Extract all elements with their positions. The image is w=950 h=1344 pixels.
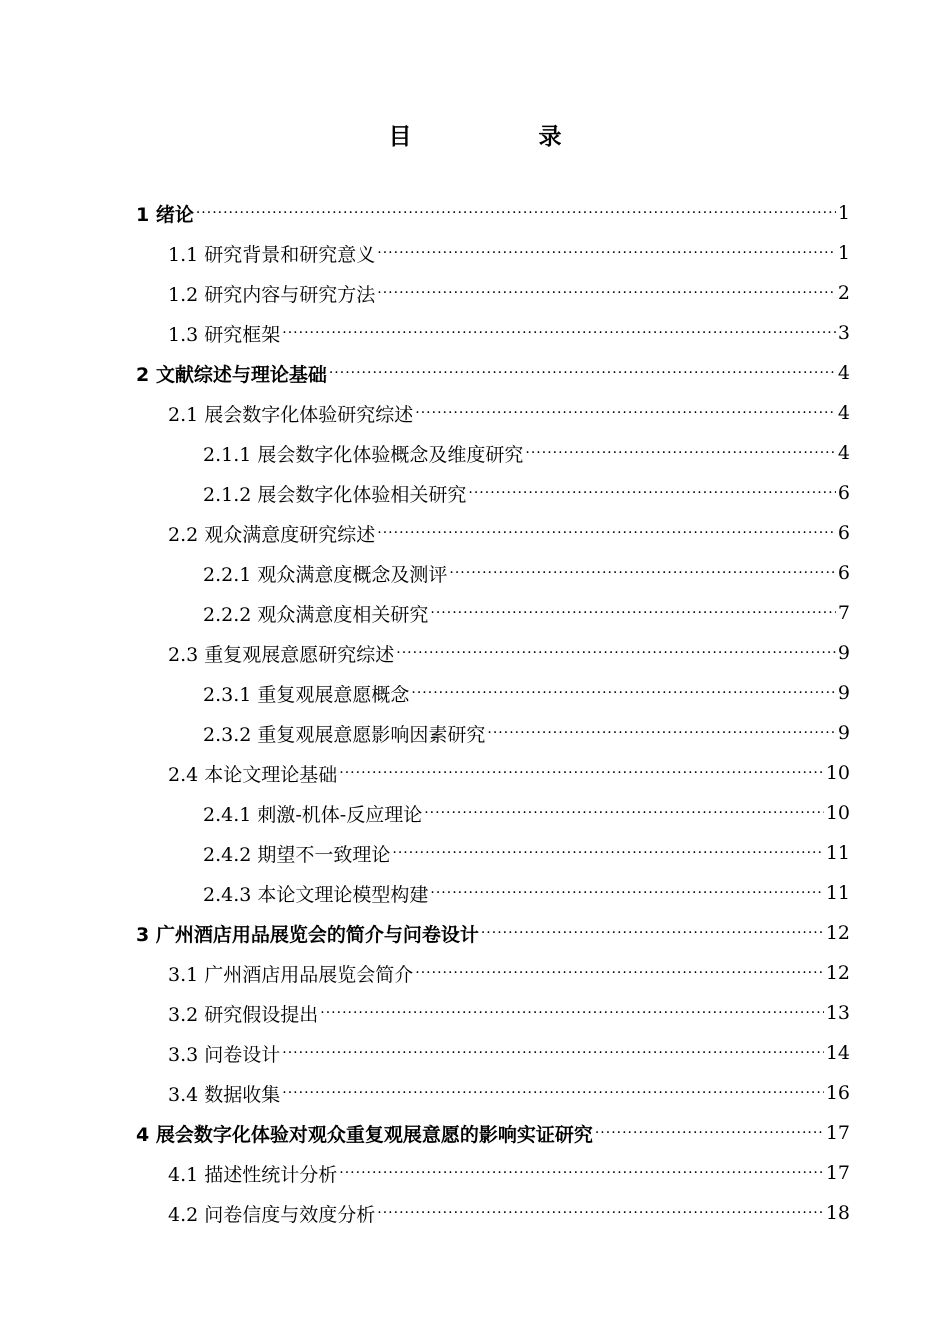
toc-entry-level-3[interactable] [203,875,850,911]
toc-entry-level-2[interactable] [168,315,850,351]
toc-entry-page-number: 4 [837,402,850,424]
toc-entry-page-number: 18 [825,1202,850,1224]
toc-entry-label: 2.2.1 观众满意度概念及测评 [203,563,448,586]
toc-entry-label: 2.4 本论文理论基础 [168,763,338,786]
toc-entry-label: 3.1 广州酒店用品展览会简介 [168,963,414,986]
toc-entry-page-number: 13 [825,1002,850,1024]
toc-entry-level-2[interactable] [168,235,850,271]
toc-entry-level-2[interactable] [168,755,850,791]
toc-entry-level-2[interactable] [168,515,850,551]
toc-entry-label: 3.3 问卷设计 [168,1043,281,1066]
toc-entry-level-3[interactable] [203,475,850,511]
toc-entry-label: 2.4.2 期望不一致理论 [203,843,391,866]
dot-leader [377,275,836,311]
toc-entry-level-2[interactable] [168,1075,850,1111]
dot-leader [392,835,823,871]
toc-entry-level-3[interactable] [203,835,850,871]
toc-entry-label: 3.2 研究假设提出 [168,1003,319,1026]
toc-entry-page-number: 2 [837,282,850,304]
toc-entry-level-3[interactable] [203,795,850,831]
dot-leader [595,1115,824,1151]
toc-entry-level-1[interactable] [136,915,850,951]
toc-entry-page-number: 10 [825,802,850,824]
toc-entry-level-1[interactable] [136,355,850,391]
page-title: 目 录 [388,124,614,150]
dot-leader [196,195,836,231]
toc-entry-label: 2.4.3 本论文理论模型构建 [203,883,429,906]
dot-leader [468,475,836,511]
dot-leader [282,315,836,351]
dot-leader [377,1195,824,1231]
toc-entry-level-2[interactable] [168,635,850,671]
toc-entry-level-2[interactable] [168,1195,850,1231]
toc-entry-label: 2.1 展会数字化体验研究综述 [168,403,414,426]
dot-leader [282,1035,824,1071]
toc-entry-label: 1.3 研究框架 [168,323,281,346]
toc-entry-label: 4.1 描述性统计分析 [168,1163,338,1186]
dot-leader [329,355,836,391]
toc-entry-label: 2.4.1 刺激-机体-反应理论 [203,803,423,826]
toc-entry-label: 2.3.1 重复观展意愿概念 [203,683,410,706]
toc-entry-page-number: 1 [837,242,850,264]
dot-leader [430,875,823,911]
toc-entry-page-number: 10 [825,762,850,784]
toc-entry-page-number: 14 [825,1042,850,1064]
toc-entry-level-2[interactable] [168,275,850,311]
toc-entry-page-number: 12 [825,922,850,944]
toc-entry-level-3[interactable] [203,555,850,591]
toc-entry-level-3[interactable] [203,435,850,471]
dot-leader [525,435,836,471]
toc-entry-level-3[interactable] [203,715,850,751]
toc-entry-level-2[interactable] [168,395,850,431]
toc-entry-page-number: 16 [825,1082,850,1104]
dot-leader [339,1155,824,1191]
dot-leader [377,235,836,271]
toc-entry-page-number: 9 [837,722,850,744]
dot-leader [481,915,824,951]
toc-entry-label: 1.1 研究背景和研究意义 [168,243,376,266]
toc-entry-page-number: 3 [837,322,850,344]
toc-entry-page-number: 4 [837,362,850,384]
toc-entry-page-number: 4 [837,442,850,464]
toc-entry-page-number: 6 [837,522,850,544]
dot-leader [415,395,836,431]
toc-entry-page-number: 17 [825,1122,850,1144]
toc-entry-label: 3 广州酒店用品展览会的简介与问卷设计 [136,923,479,946]
toc-entry-level-2[interactable] [168,955,850,991]
toc-entry-page-number: 11 [825,842,850,864]
toc-entry-page-number: 17 [825,1162,850,1184]
toc-entry-page-number: 9 [837,642,850,664]
dot-leader [415,955,824,991]
toc-entry-label: 2.3.2 重复观展意愿影响因素研究 [203,723,486,746]
dot-leader [449,555,836,591]
toc-entry-label: 4.2 问卷信度与效度分析 [168,1203,376,1226]
toc-entry-label: 4 展会数字化体验对观众重复观展意愿的影响实证研究 [136,1123,593,1146]
toc-entry-page-number: 11 [825,882,850,904]
dot-leader [424,795,824,831]
toc-entry-level-3[interactable] [203,675,850,711]
toc-entry-label: 1.2 研究内容与研究方法 [168,283,376,306]
toc-entry-label: 2.2 观众满意度研究综述 [168,523,376,546]
dot-leader [377,515,836,551]
dot-leader [339,755,824,791]
toc-entry-label: 2.3 重复观展意愿研究综述 [168,643,395,666]
toc-entry-level-1[interactable] [136,1115,850,1151]
dot-leader [487,715,836,751]
toc-entry-page-number: 9 [837,682,850,704]
dot-leader [282,1075,824,1111]
toc-entry-page-number: 12 [825,962,850,984]
toc-entry-label: 2 文献综述与理论基础 [136,363,327,386]
dot-leader [396,635,836,671]
dot-leader [430,595,836,631]
toc-entry-label: 2.1.1 展会数字化体验概念及维度研究 [203,443,524,466]
dot-leader [320,995,824,1031]
toc-entry-label: 3.4 数据收集 [168,1083,281,1106]
toc-entry-page-number: 1 [837,202,850,224]
toc-entry-label: 2.2.2 观众满意度相关研究 [203,603,429,626]
toc-entry-label: 1 绪论 [136,203,194,226]
toc-entry-level-2[interactable] [168,995,850,1031]
toc-entry-level-3[interactable] [203,595,850,631]
toc-entry-level-1[interactable] [136,195,850,231]
dot-leader [411,675,836,711]
toc-entry-level-2[interactable] [168,1155,850,1191]
toc-entry-page-number: 6 [837,482,850,504]
toc-entry-level-2[interactable] [168,1035,850,1071]
toc-entry-page-number: 6 [837,562,850,584]
toc-entry-page-number: 7 [837,602,850,624]
toc-entry-label: 2.1.2 展会数字化体验相关研究 [203,483,467,506]
